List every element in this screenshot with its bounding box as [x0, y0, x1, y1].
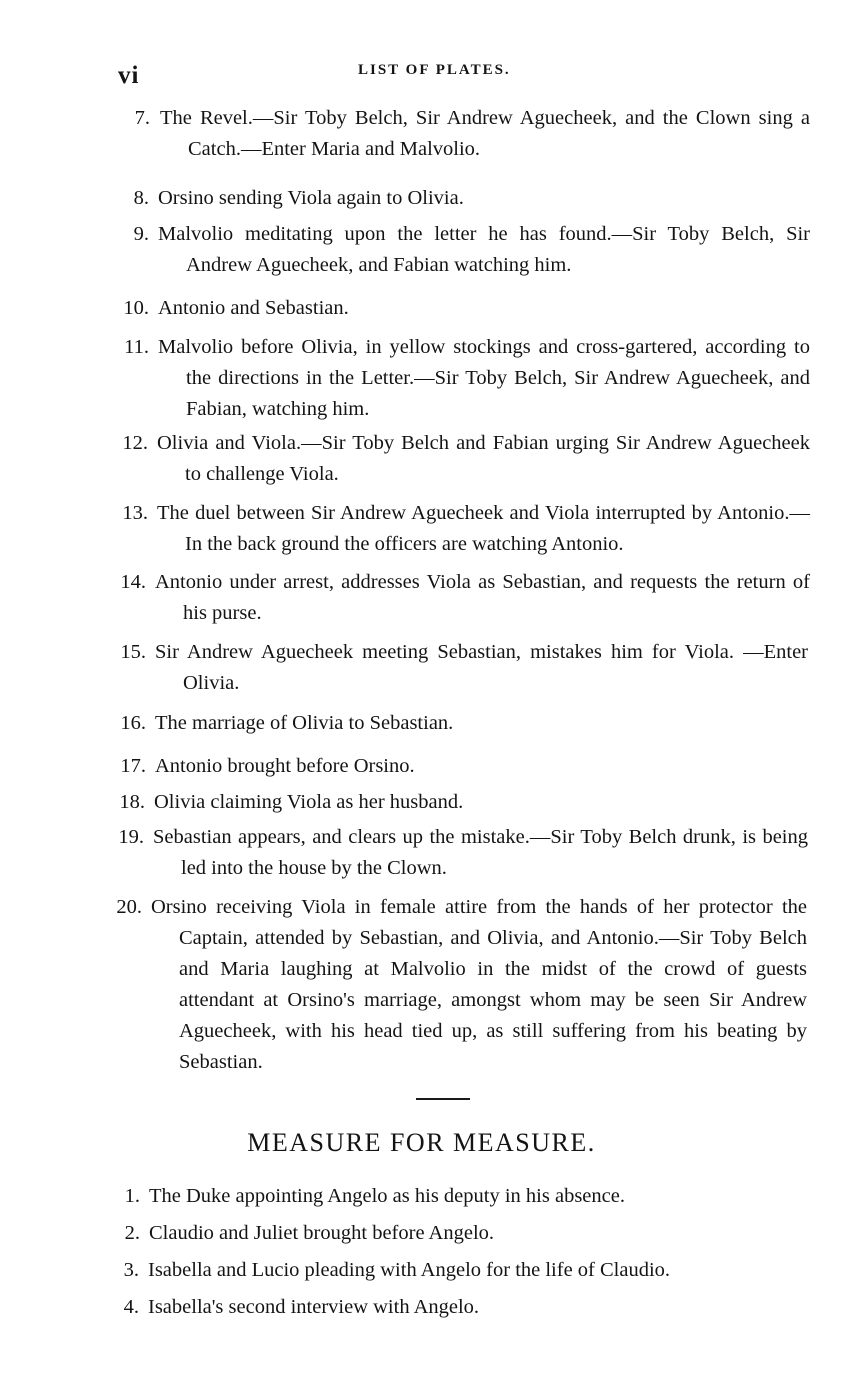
plate-number: 18. [119, 791, 145, 813]
plate-description: Malvolio meditating upon the letter he has found.—Sir Toby Belch, Sir Andrew Aguecheek, and Fabian watching him. [158, 223, 810, 276]
plate-description: Orsino receiving Viola in female attire from the hands of her protector the Captain, attended by Sebastian, and Olivia, and Antonio.—Sir Toby Belch and Maria laughing at Malvolio in the midst of the crowd of guests attendant at Orsino's marriage, amongst whom may be seen Sir Andrew Aguecheek, with his head tied up, as still suffering from his beating by Sebastian. [151, 896, 807, 1073]
plate-number: 4. [123, 1296, 139, 1318]
plate-description: The Revel.—Sir Toby Belch, Sir Andrew Aguecheek, and the Clown sing a Catch.—Enter Maria and Malvolio. [160, 107, 810, 160]
plate-number: 17. [120, 755, 146, 777]
plate-description: Malvolio before Olivia, in yellow stockings and cross-gartered, according to the directions in the Letter.—Sir Toby Belch, Sir Andrew Aguecheek, and Fabian, watching him. [158, 336, 810, 420]
plate-number: 10. [123, 297, 149, 319]
plate-number: 3. [123, 1259, 139, 1281]
plate-description: The marriage of Olivia to Sebastian. [155, 712, 454, 734]
plate-description: The Duke appointing Angelo as his deputy in his absence. [149, 1185, 625, 1207]
plate-description: Isabella and Lucio pleading with Angelo for the life of Claudio. [148, 1259, 671, 1281]
plate-number: 2. [124, 1222, 140, 1244]
plate-number: 14. [120, 571, 146, 593]
plate-description: Sir Andrew Aguecheek meeting Sebastian, mistakes him for Viola. —Enter Olivia. [155, 641, 808, 694]
plate-number: 1. [124, 1185, 140, 1207]
section-title-measure-for-measure: MEASURE FOR MEASURE. [247, 1128, 596, 1157]
plate-description: Olivia and Viola.—Sir Toby Belch and Fabian urging Sir Andrew Aguecheek to challenge Viola. [157, 432, 810, 485]
plate-number: 12. [122, 432, 148, 454]
running-title: LIST OF PLATES. [358, 62, 511, 78]
plate-number: 15. [120, 641, 146, 663]
page-number: vi [118, 62, 140, 89]
plate-number: 8. [133, 187, 149, 209]
plate-description: Claudio and Juliet brought before Angelo. [149, 1222, 495, 1244]
plate-description: The duel between Sir Andrew Aguecheek and Viola interrupted by Antonio.—In the back ground the officers are watching Antonio. [157, 502, 810, 555]
plate-description: Sebastian appears, and clears up the mistake.—Sir Toby Belch drunk, is being led into the house by the Clown. [153, 826, 808, 879]
plate-description: Antonio under arrest, addresses Viola as Sebastian, and requests the return of his purse. [155, 571, 810, 624]
plate-number: 19. [118, 826, 144, 848]
plate-description: Isabella's second interview with Angelo. [148, 1296, 480, 1318]
plate-number: 13. [122, 502, 148, 524]
plate-description: Antonio and Sebastian. [158, 297, 349, 319]
plate-number: 11. [124, 336, 149, 358]
plate-number: 20. [116, 896, 142, 918]
plate-description: Antonio brought before Orsino. [155, 755, 415, 777]
section-divider [416, 1098, 470, 1100]
plate-number: 9. [133, 223, 149, 245]
plate-number: 7. [134, 107, 150, 129]
plate-number: 16. [120, 712, 146, 734]
plate-description: Olivia claiming Viola as her husband. [154, 791, 464, 813]
running-head [0, 58, 843, 88]
plate-description: Orsino sending Viola again to Olivia. [158, 187, 464, 209]
